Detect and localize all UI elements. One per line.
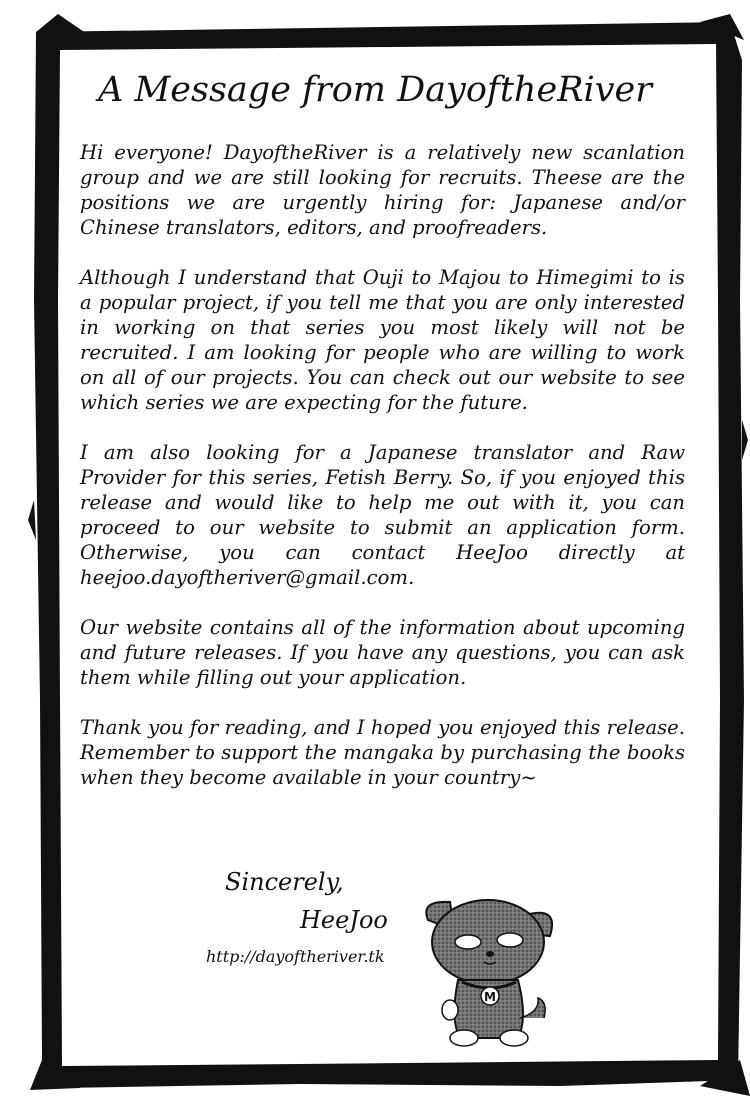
puppy-mascot-icon bbox=[410, 890, 570, 1050]
page-title: A Message from DayoftheRiver bbox=[98, 70, 652, 110]
closing-text: Sincerely, bbox=[225, 868, 344, 896]
paragraph-thanks: Thank you for reading, and I hoped you enjoyed this release. Remember to support the mangaka by purchasing the books when they become available in your country~ bbox=[80, 716, 685, 789]
paragraph-website-info: Our website contains all of the information about upcoming and future releases. If you have any questions, you can ask them while filling out your application. bbox=[80, 616, 685, 689]
signer-name: HeeJoo bbox=[300, 906, 388, 934]
website-link[interactable]: http://dayoftheriver.tk bbox=[206, 947, 385, 966]
paragraph-translator-request: I am also looking for a Japanese translator and Raw Provider for this series, Fetish Berry. So, if you enjoyed this release and would like to help me out with it, you can proceed to our website to submit an application form. Otherwise, you can contact HeeJoo directly at heejoo.dayoftheriver@gmail.com. bbox=[80, 441, 685, 589]
letter-body bbox=[80, 140, 685, 815]
paragraph-recruits: Hi everyone! DayoftheRiver is a relatively new scanlation group and we are still looking for recruits. Theese are the positions we are urgently hiring for: Japanese and/or Chinese translators, editors, and proofreaders. bbox=[80, 141, 685, 239]
paragraph-project-policy: Although I understand that Ouji to Majou to Himegimi to is a popular project, if you tell me that you are only interested in working on that series you most likely will not be recruited. I am looking for people who are willing to work on all of our projects. You can check out our website to see which series we are expecting for the future. bbox=[80, 266, 685, 414]
svg-text:M: M bbox=[484, 990, 496, 1004]
